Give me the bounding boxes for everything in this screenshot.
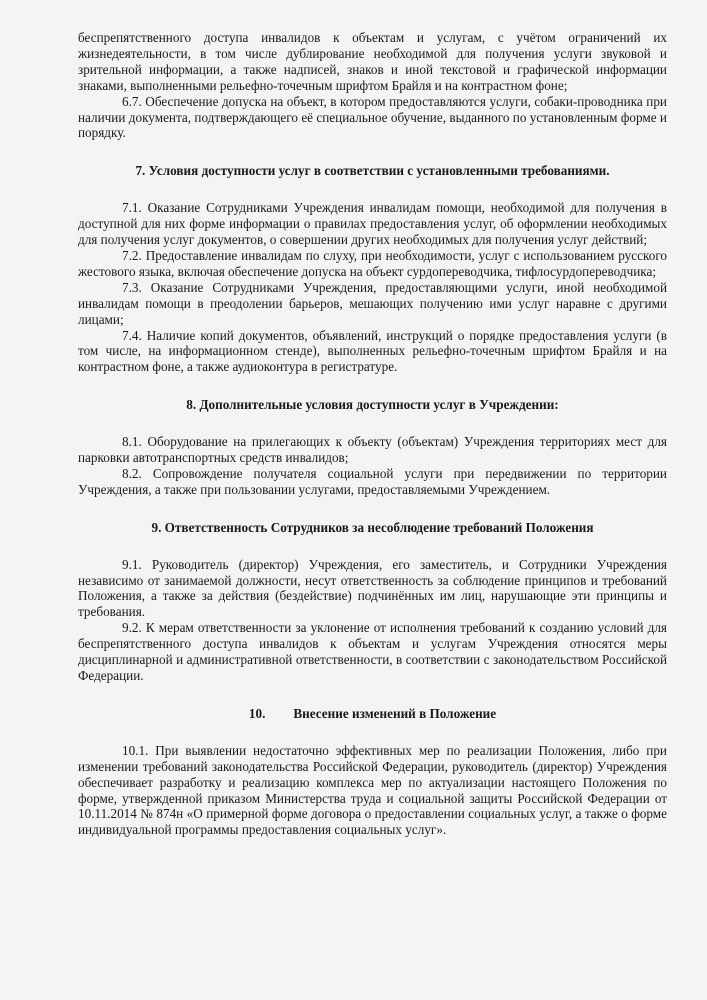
section-10-number: 10.: [248, 705, 266, 721]
paragraph-7-2: 7.2. Предоставление инвалидам по слуху, при необходимости, услуг с использованием русского жестового языка, включая обеспечение допуска на объект сурдопереводчика, тифлосурдопереводчика;: [78, 247, 667, 279]
paragraph-9-2: 9.2. К мерам ответственности за уклонение от исполнения требований к созданию условий для беспрепятственного доступа инвалидов к объектам и услугам Учреждения относятся меры дисциплинарной и административной ответственности, в соответствии с законодательством Российской Федерации.: [78, 620, 667, 683]
section-10-heading: [78, 706, 667, 722]
paragraph-9-1: 9.1. Руководитель (директор) Учреждения, его заместитель, и Сотрудники Учреждения независимо от занимаемой должности, несут ответственность за соблюдение принципов и требований Положения, а также за действия (бездействие) подчинённых им лиц, нарушающие эти принципы и требования.: [78, 556, 667, 620]
paragraph-7-3: 7.3. Оказание Сотрудниками Учреждения, предоставляющими услуги, иной необходимой инвалидам помощи в преодолении барьеров, мешающих получению ими услуг наравне с другими лицами;: [78, 279, 667, 327]
paragraph-7-4: 7.4. Наличие копий документов, объявлений, инструкций о порядке предоставления услуги (в том числе, на информационном стенде), выполненных рельефно-точечным шрифтом Брайля и на контрастном фоне, а также аудиоконтура в регистратуре.: [78, 327, 667, 375]
paragraph-10-1: 10.1. При выявлении недостаточно эффективных мер по реализации Положения, либо при изменении требований законодательства Российской Федерации, руководитель (директор) Учреждения обеспечивает разработку и реализацию комплекса мер по актуализации настоящего Положения по форме, утвержденной приказом Министерства труда и социальной защиты Российской Федерации от 10.11.2014 № 874н «О примерной форме договора о предоставлении социальных услуг, а также о форме индивидуальной программы предоставления социальных услуг».: [78, 742, 667, 838]
section-8-heading: 8. Дополнительные условия доступности услуг в Учреждении:: [186, 397, 559, 413]
section-7-heading: 7. Условия доступности услуг в соответствии с установленными требованиями.: [135, 163, 610, 179]
paragraph-7-1: 7.1. Оказание Сотрудниками Учреждения инвалидам помощи, необходимой для получения в доступной для них форме информации о правилах предоставления услуг, об оформлении необходимых для получения услуг документов, о совершении других необходимых для получения услуг действий;: [78, 200, 667, 248]
paragraph-8-2: 8.2. Сопровождение получателя социальной услуги при передвижении по территории Учреждения, а также при пользовании услугами, предоставляемыми Учреждением.: [78, 465, 667, 497]
paragraph-8-1: 8.1. Оборудование на прилегающих к объекту (объектам) Учреждения территориях мест для парковки автотранспортных средств инвалидов;: [78, 434, 667, 466]
section-9-heading: 9. Ответственность Сотрудников за несоблюдение требований Положения: [151, 519, 594, 535]
paragraph-6-7: 6.7. Обеспечение допуска на объект, в котором предоставляются услуги, собаки-проводника при наличии документа, подтверждающего её специальное обучение, выданного по установленным форме и порядку.: [78, 93, 667, 141]
section-10-title: Внесение изменений в Положение: [293, 705, 497, 721]
paragraph-continuation: беспрепятственного доступа инвалидов к объектам и услугам, с учётом ограничений их жизнедеятельности, в том числе дублирование необходимой для получения услуги звуковой и зрительной информации, а также надписей, знаков и иной текстовой и графической информации знаками, выполненными рельефно-точечным шрифтом Брайля и на контрастном фоне;: [78, 30, 667, 93]
